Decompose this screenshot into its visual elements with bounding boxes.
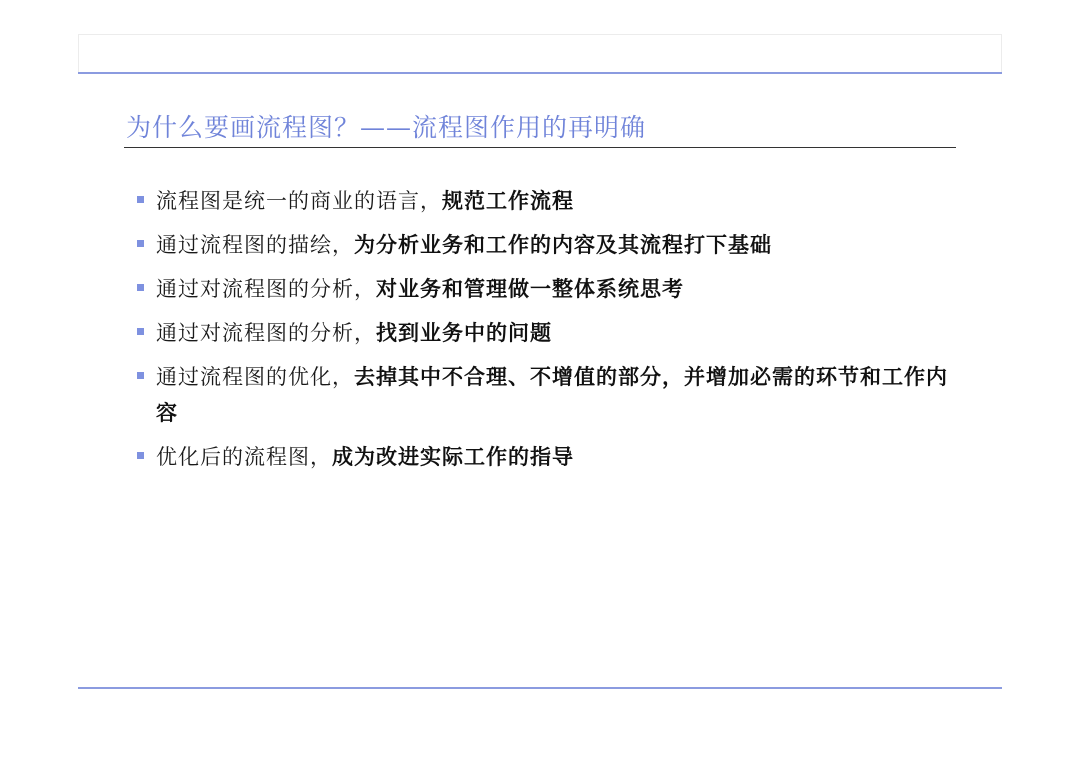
bullet-item bbox=[134, 271, 964, 307]
bottom-rule bbox=[78, 687, 1002, 689]
bullet-item bbox=[134, 315, 964, 351]
bullet-text: 通过流程图的优化， bbox=[156, 365, 354, 389]
top-rule bbox=[78, 72, 1002, 74]
slide-title: 为什么要画流程图？——流程图作用的再明确 bbox=[126, 113, 647, 142]
square-bullet-icon bbox=[137, 196, 144, 203]
square-bullet-icon bbox=[137, 452, 144, 459]
square-bullet-icon bbox=[137, 240, 144, 247]
bullet-list bbox=[134, 183, 964, 483]
bullet-text: 通过对流程图的分析， bbox=[156, 277, 376, 301]
bullet-emphasis: 找到业务中的问题 bbox=[376, 320, 552, 345]
bullet-text: 通过流程图的描绘， bbox=[156, 233, 354, 257]
header-box bbox=[78, 34, 1002, 74]
bullet-text: 优化后的流程图， bbox=[156, 445, 332, 469]
bullet-emphasis: 成为改进实际工作的指导 bbox=[332, 444, 574, 469]
bullet-item bbox=[134, 439, 964, 475]
bullet-item bbox=[134, 227, 964, 263]
title-underline bbox=[124, 147, 956, 148]
bullet-emphasis: 去掉其中不合理、不增值的部分，并增加必需的环节和工作内容 bbox=[156, 364, 948, 425]
bullet-emphasis: 对业务和管理做一整体系统思考 bbox=[376, 276, 684, 301]
bullet-text: 通过对流程图的分析， bbox=[156, 321, 376, 345]
square-bullet-icon bbox=[137, 372, 144, 379]
bullet-emphasis: 为分析业务和工作的内容及其流程打下基础 bbox=[354, 232, 772, 257]
bullet-item bbox=[134, 359, 964, 431]
square-bullet-icon bbox=[137, 328, 144, 335]
bullet-text: 流程图是统一的商业的语言， bbox=[156, 189, 442, 213]
bullet-item bbox=[134, 183, 964, 219]
bullet-emphasis: 规范工作流程 bbox=[442, 188, 574, 213]
square-bullet-icon bbox=[137, 284, 144, 291]
